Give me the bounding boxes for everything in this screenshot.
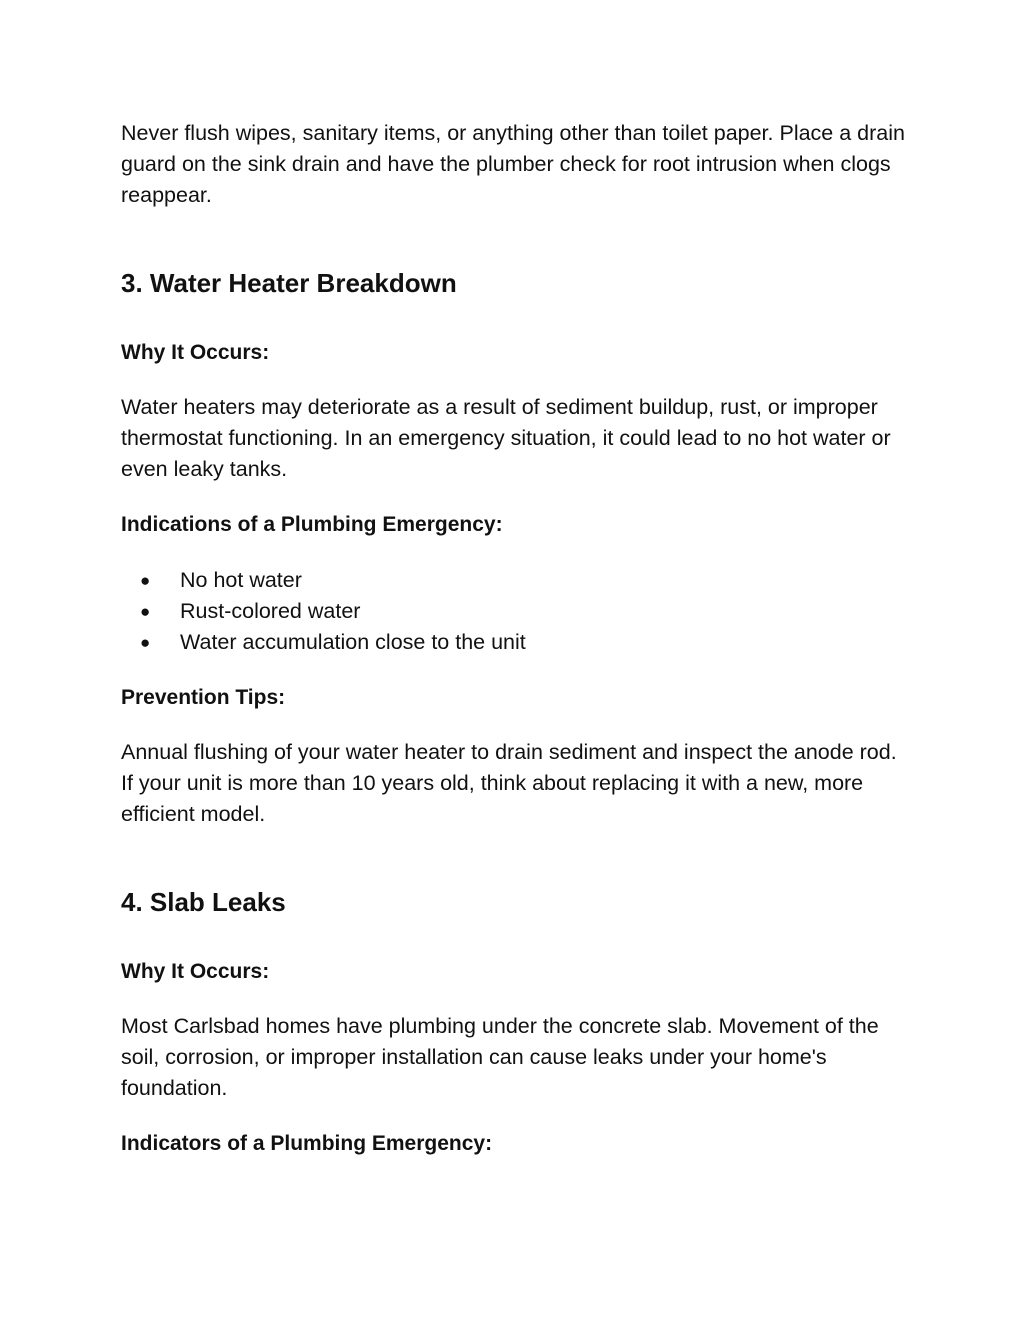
section-3-indications-heading: Indications of a Plumbing Emergency: xyxy=(121,513,503,536)
section-3-why-heading: Why It Occurs: xyxy=(121,341,270,364)
section-4-why-heading: Why It Occurs: xyxy=(121,960,270,983)
list-item xyxy=(121,565,911,596)
list-item-text: Rust-colored water xyxy=(180,599,361,623)
bullet-icon: ● xyxy=(140,633,151,652)
list-item-text: Water accumulation close to the unit xyxy=(180,630,526,654)
intro-paragraph: Never flush wipes, sanitary items, or anything other than toilet paper. Place a drain guard on the sink drain and have the plumber check for root intrusion when clogs reappear. xyxy=(121,121,905,207)
section-3-prevention-text: Annual flushing of your water heater to drain sediment and inspect the anode rod. If your unit is more than 10 years old, think about replacing it with a new, more efficient model. xyxy=(121,740,897,826)
section-3-prevention-heading: Prevention Tips: xyxy=(121,686,286,709)
section-3-title: 3. Water Heater Breakdown xyxy=(121,268,457,298)
list-item xyxy=(121,627,911,658)
section-4-title: 4. Slab Leaks xyxy=(121,887,286,917)
bullet-icon: ● xyxy=(140,602,151,621)
bullet-icon: ● xyxy=(140,571,151,590)
list-item-text: No hot water xyxy=(180,568,302,592)
section-4-why-text: Most Carlsbad homes have plumbing under the concrete slab. Movement of the soil, corrosion, or improper installation can cause leaks under your home's foundation. xyxy=(121,1014,879,1100)
list-item xyxy=(121,596,911,627)
section-3-indications-list xyxy=(121,565,911,658)
section-3-why-text: Water heaters may deteriorate as a result of sediment buildup, rust, or improper thermostat functioning. In an emergency situation, it could lead to no hot water or even leaky tanks. xyxy=(121,395,891,481)
section-4-indicators-heading: Indicators of a Plumbing Emergency: xyxy=(121,1132,493,1155)
document-page xyxy=(121,118,911,1159)
